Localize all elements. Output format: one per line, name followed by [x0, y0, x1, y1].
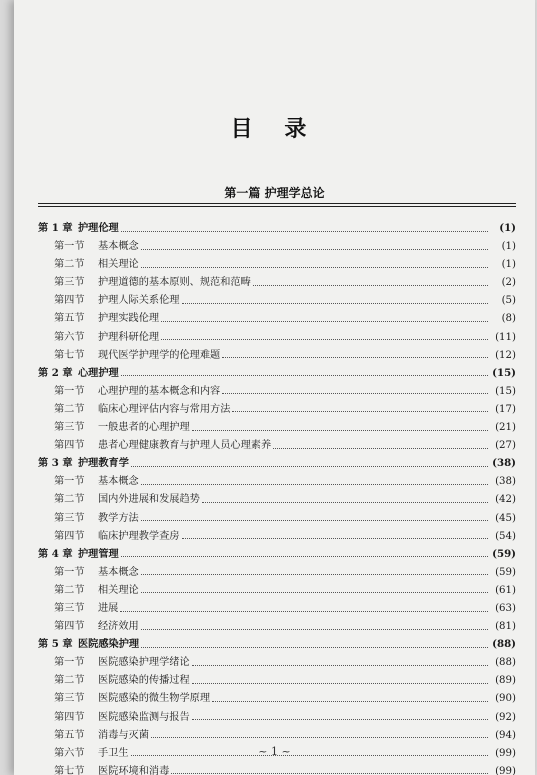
toc-entry-number: 第三节	[54, 602, 85, 614]
toc-entry-title: 护理伦理	[78, 222, 119, 234]
toc-section-entry	[38, 762, 516, 775]
toc-entry-title: 护理人际关系伦理	[98, 295, 180, 307]
dot-leader	[121, 556, 488, 557]
toc-section-entry	[38, 237, 516, 255]
dot-leader	[141, 484, 488, 485]
toc-entry-title: 护理实践伦理	[98, 313, 160, 325]
toc-entry-number: 第二节	[54, 403, 85, 415]
toc-section-entry	[38, 490, 516, 508]
toc-entry-page: (45)	[495, 512, 516, 524]
toc-entry-page: (38)	[495, 476, 516, 488]
toc-section-entry	[38, 527, 516, 545]
dot-leader	[141, 267, 488, 268]
dot-leader	[141, 520, 488, 521]
toc-entry-title: 医院环境和消毒	[98, 765, 170, 775]
toc-section-entry	[38, 689, 516, 707]
toc-entry-title: 护理科研伦理	[98, 331, 160, 343]
toc-entry-number: 第二节	[54, 584, 85, 596]
toc-entry-title: 临床护理教学查房	[98, 530, 180, 542]
toc-entry-number: 第四节	[54, 711, 85, 723]
toc-section-entry	[38, 599, 516, 617]
toc-section-entry	[38, 726, 516, 744]
toc-entry-title: 基本概念	[98, 241, 139, 253]
toc-entry-page: (42)	[495, 494, 516, 506]
dot-leader	[212, 701, 488, 702]
toc-entry-number: 第七节	[54, 765, 85, 775]
toc-entry-number: 第四节	[54, 440, 85, 452]
toc-entry-title: 医院感染护理	[78, 638, 140, 651]
toc-section-entry	[38, 617, 516, 635]
toc-entry-number: 第七节	[54, 349, 85, 361]
toc-entry-page: (94)	[495, 729, 516, 741]
toc-entry-number: 第三节	[54, 512, 85, 524]
toc-entry-title: 护理管理	[78, 547, 119, 560]
toc-entry-title: 相关理论	[98, 259, 139, 271]
toc-entry-page: (15)	[492, 366, 516, 379]
toc-entry-page: (1)	[499, 222, 516, 234]
toc-entry-page: (11)	[495, 331, 516, 343]
divider-top	[38, 203, 516, 204]
toc-section-entry	[38, 708, 516, 726]
dot-leader	[222, 393, 488, 394]
toc-section-entry	[38, 436, 516, 454]
toc-entry-page: (63)	[495, 602, 516, 614]
toc-chapter-entry	[38, 454, 516, 472]
toc-section-entry	[38, 509, 516, 527]
toc-entry-title: 相关理论	[98, 584, 139, 596]
toc-chapter-entry	[38, 635, 516, 653]
dot-leader	[121, 231, 488, 232]
toc-chapter-entry	[38, 364, 516, 382]
toc-entry-page: (21)	[495, 422, 516, 434]
toc-entry-title: 护理教育学	[78, 457, 129, 470]
toc-section-entry	[38, 346, 516, 364]
toc-entry-page: (59)	[492, 547, 516, 560]
toc-section-entry	[38, 418, 516, 436]
toc-entry-page: (17)	[495, 403, 516, 415]
toc-section-entry	[38, 581, 516, 599]
dot-leader	[171, 773, 488, 774]
toc-section-entry	[38, 400, 516, 418]
toc-section-entry	[38, 563, 516, 581]
toc-entry-page: (81)	[495, 621, 516, 633]
toc-entry-number: 第 5 章	[38, 638, 73, 651]
toc-entry-title: 国内外进展和发展趋势	[98, 494, 200, 506]
toc-section-entry	[38, 653, 516, 671]
toc-entry-number: 第四节	[54, 295, 85, 307]
dot-leader	[253, 285, 488, 286]
toc-section-entry	[38, 671, 516, 689]
dot-leader	[141, 629, 488, 630]
toc-entry-page: (2)	[501, 277, 516, 289]
toc-entry-page: (88)	[495, 657, 516, 669]
toc-entry-page: (89)	[495, 675, 516, 687]
dot-leader	[161, 321, 488, 322]
dot-leader	[141, 647, 488, 648]
toc-entry-title: 医院感染护理学绪论	[98, 657, 190, 669]
toc-entry-number: 第一节	[54, 657, 85, 669]
toc-entry-number: 第 4 章	[38, 547, 73, 560]
toc-section-entry	[38, 255, 516, 273]
toc-entry-number: 第五节	[54, 313, 85, 325]
toc-entry-page: (1)	[501, 259, 516, 271]
toc-entry-title: 教学方法	[98, 512, 139, 524]
book-page	[14, 0, 535, 775]
toc-entry-page: (88)	[492, 638, 516, 651]
toc-entry-number: 第一节	[54, 476, 85, 488]
toc-entry-page: (61)	[495, 584, 516, 596]
toc-entry-page: (59)	[495, 566, 516, 578]
toc-entry-page: (1)	[501, 241, 516, 253]
dot-leader	[232, 411, 488, 412]
divider-bottom	[38, 206, 516, 207]
toc-entry-number: 第一节	[54, 385, 85, 397]
part-title: 第一篇 护理学总论	[224, 186, 325, 200]
page-title: 目 录	[230, 116, 319, 142]
toc-entry-title: 一般患者的心理护理	[98, 422, 190, 434]
toc-entry-number: 第 1 章	[38, 222, 73, 234]
dot-leader	[121, 375, 488, 376]
toc-section-entry	[38, 472, 516, 490]
toc-entry-page: (54)	[495, 530, 516, 542]
toc-entry-title: 患者心理健康教育与护理人员心理素养	[98, 440, 272, 452]
toc-section-entry	[38, 291, 516, 309]
toc-entry-title: 基本概念	[98, 566, 139, 578]
toc-entry-number: 第三节	[54, 277, 85, 289]
toc-entry-title: 消毒与灭菌	[98, 729, 149, 741]
toc-entry-number: 第 3 章	[38, 457, 73, 470]
toc-section-entry	[38, 273, 516, 291]
toc-entry-title: 心理护理	[78, 366, 119, 379]
dot-leader	[273, 448, 488, 449]
toc-entry-page: (92)	[495, 711, 516, 723]
toc-entry-title: 医院感染监测与报告	[98, 711, 190, 723]
toc-entry-number: 第三节	[54, 693, 85, 705]
toc-section-entry	[38, 328, 516, 346]
table-of-contents	[38, 219, 516, 775]
toc-entry-title: 医院感染的微生物学原理	[98, 693, 211, 705]
dot-leader	[192, 430, 488, 431]
toc-entry-page: (5)	[501, 295, 516, 307]
dot-leader	[192, 719, 488, 720]
toc-entry-title: 经济效用	[98, 621, 139, 633]
dot-leader	[141, 574, 488, 575]
toc-entry-number: 第五节	[54, 729, 85, 741]
toc-entry-page: (15)	[495, 385, 516, 397]
toc-entry-title: 手卫生	[98, 747, 129, 759]
dot-leader	[141, 592, 488, 593]
toc-entry-number: 第六节	[54, 331, 85, 343]
page-number: ~ 1 ~	[258, 745, 291, 758]
toc-entry-title: 基本概念	[98, 476, 139, 488]
toc-entry-title: 临床心理评估内容与常用方法	[98, 403, 231, 415]
dot-leader	[222, 357, 488, 358]
dot-leader	[151, 737, 488, 738]
toc-entry-page: (8)	[501, 313, 516, 325]
toc-entry-number: 第三节	[54, 422, 85, 434]
toc-entry-number: 第二节	[54, 675, 85, 687]
toc-entry-title: 护理道德的基本原则、规范和范畴	[98, 277, 251, 289]
toc-entry-page: (99)	[495, 765, 516, 775]
toc-entry-page: (12)	[495, 349, 516, 361]
toc-entry-number: 第 2 章	[38, 366, 73, 379]
toc-section-entry	[38, 309, 516, 327]
toc-entry-number: 第二节	[54, 259, 85, 271]
dot-leader	[182, 303, 489, 304]
toc-entry-page: (38)	[492, 457, 516, 470]
toc-entry-number: 第六节	[54, 747, 85, 759]
dot-leader	[192, 683, 488, 684]
toc-entry-title: 现代医学护理学的伦理难题	[98, 349, 221, 361]
toc-entry-number: 第一节	[54, 566, 85, 578]
toc-section-entry	[38, 382, 516, 400]
toc-entry-title: 医院感染的传播过程	[98, 675, 190, 687]
dot-leader	[120, 611, 488, 612]
dot-leader	[192, 665, 488, 666]
toc-entry-page: (99)	[495, 747, 516, 759]
toc-entry-number: 第四节	[54, 530, 85, 542]
toc-chapter-entry	[38, 219, 516, 237]
toc-entry-number: 第四节	[54, 621, 85, 633]
toc-entry-page: (90)	[495, 693, 516, 705]
toc-entry-title: 进展	[98, 602, 119, 614]
toc-chapter-entry	[38, 545, 516, 563]
dot-leader	[161, 339, 488, 340]
dot-leader	[141, 249, 488, 250]
dot-leader	[202, 502, 488, 503]
toc-entry-number: 第二节	[54, 494, 85, 506]
toc-entry-page: (27)	[495, 440, 516, 452]
toc-entry-number: 第一节	[54, 241, 85, 253]
dot-leader	[131, 466, 488, 467]
dot-leader	[182, 538, 489, 539]
toc-entry-title: 心理护理的基本概念和内容	[98, 385, 221, 397]
